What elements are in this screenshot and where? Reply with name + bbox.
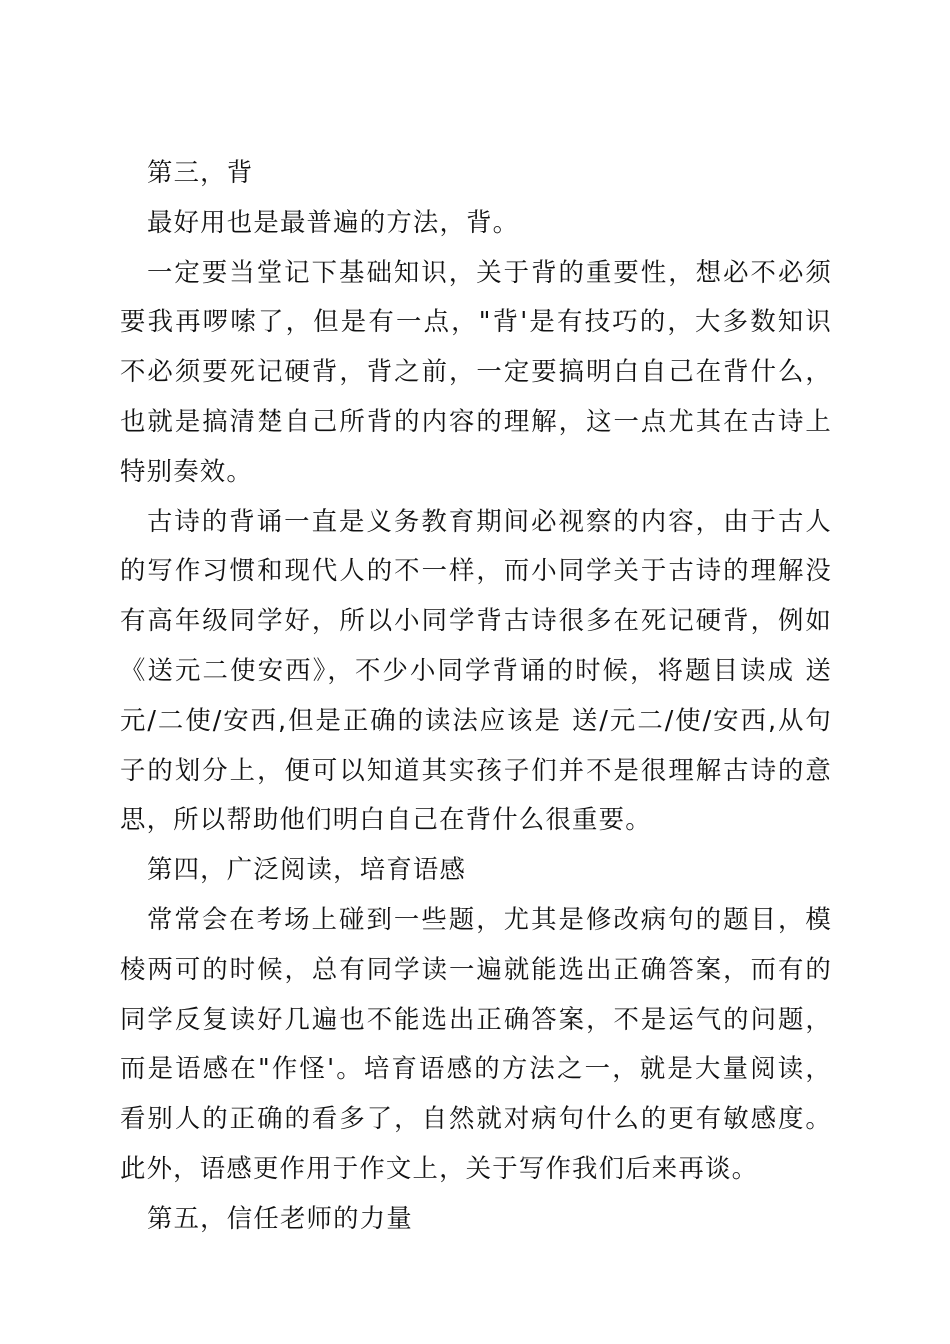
paragraph: 最好用也是最普遍的方法，背。	[147, 206, 520, 237]
section-heading-teacher: 第五，信任老师的力量	[147, 1202, 413, 1233]
section-heading-reading: 第四，广泛阅读，培育语感	[147, 854, 467, 885]
document-body	[120, 148, 832, 1244]
section-heading-recite: 第三，背	[147, 157, 254, 187]
paragraph: 古诗的背诵一直是义务教育期间必视察的内容，由于古人的写作习惯和现代人的不一样，而小同学关于古诗的理解没有高年级同学好，所以小同学背古诗很多在死记硬背，例如《送元二使安西》，不少小同学背诵的时候，将题目读成 送元/二使/安西,但是正确的读法应该是 送/元二/使/安西,从句子的划分上，便可以知道其实孩子们并不是很理解古诗的意思，所以帮助他们明白自己在背什么很重要。	[120, 505, 832, 835]
paragraph: 一定要当堂记下基础知识，关于背的重要性，想必不必须要我再啰嗦了，但是有一点，"背'是有技巧的，大多数知识不必须要死记硬背，背之前，一定要搞明白自己在背什么，也就是搞清楚自己所背的内容的理解，这一点尤其在古诗上特别奏效。	[120, 256, 832, 486]
paragraph: 常常会在考场上碰到一些题，尤其是修改病句的题目，模棱两可的时候，总有同学读一遍就能选出正确答案，而有的同学反复读好几遍也不能选出正确答案，不是运气的问题，而是语感在"作怪'。培育语感的方法之一，就是大量阅读，看别人的正确的看多了，自然就对病句什么的更有敏感度。此外，语感更作用于作文上，关于写作我们后来再谈。	[120, 903, 832, 1183]
